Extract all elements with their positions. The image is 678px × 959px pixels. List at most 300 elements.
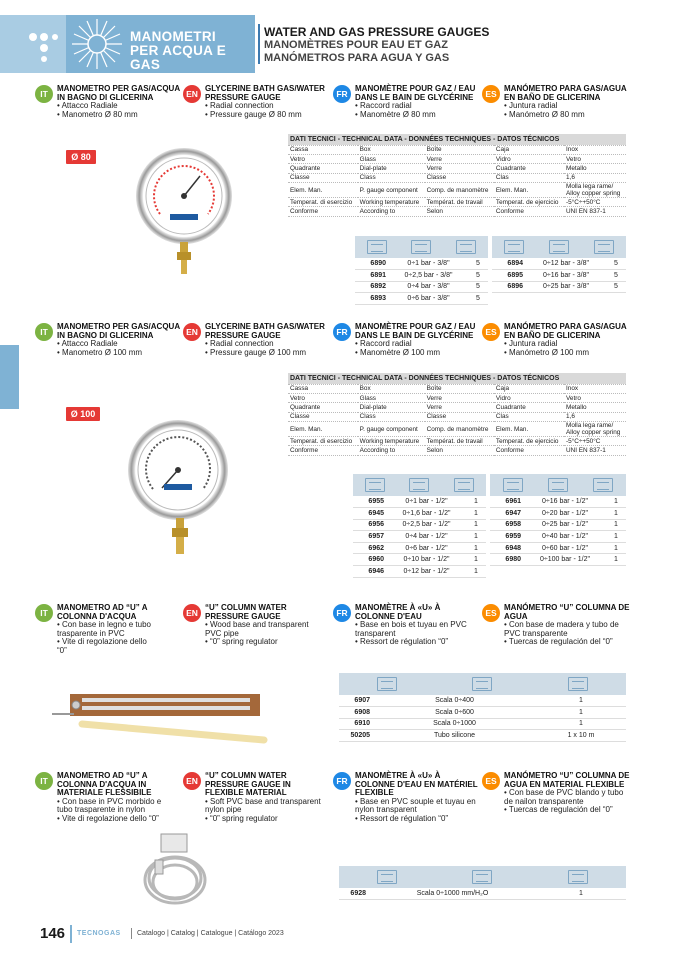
table-row bbox=[355, 281, 488, 293]
s1-tech-table bbox=[288, 134, 626, 217]
s2-fr-l2: • Manomètre Ø 100 mm bbox=[355, 347, 441, 357]
desc-cell: 0÷2,5 bar - 3/8" bbox=[389, 270, 468, 282]
tech-cell: Boîte bbox=[425, 384, 494, 393]
tech-cell: P. gauge component bbox=[358, 422, 425, 437]
size-icon bbox=[409, 478, 429, 492]
s1-it-name: MANOMETRO PER GAS/ACQUA IN BAGNO DI GLICERINA bbox=[57, 84, 180, 102]
code-cell: 6946 bbox=[353, 566, 387, 578]
tech-cell: Vetro bbox=[288, 154, 358, 163]
s1-en-block bbox=[183, 85, 333, 119]
badge-en: EN bbox=[183, 772, 201, 790]
header-title-fr: MANOMÈTRES POUR EAU ET GAZ bbox=[264, 39, 448, 51]
s2-fr-block bbox=[333, 323, 483, 357]
tech-cell: Caja bbox=[494, 384, 564, 393]
s2-fr-l1: • Raccord radial bbox=[355, 339, 412, 349]
code-cell: 6892 bbox=[355, 281, 389, 293]
code-cell: 6908 bbox=[339, 707, 373, 719]
table-row bbox=[490, 531, 626, 543]
tech-cell: Cuadrante bbox=[494, 164, 564, 173]
s3-fr-name: MANOMÈTRE À «U» À COLONNE D'EAU bbox=[355, 603, 441, 621]
code-icon bbox=[503, 478, 523, 492]
s1-es-block bbox=[482, 85, 632, 119]
table-row bbox=[490, 554, 626, 566]
badge-fr: FR bbox=[333, 85, 351, 103]
s3-u-gauge-image bbox=[52, 680, 272, 750]
tech-cell: Inox bbox=[564, 145, 626, 154]
s4-es-block bbox=[482, 772, 632, 815]
size-icon bbox=[549, 240, 569, 254]
s4-en-block bbox=[183, 772, 333, 824]
badge-fr: FR bbox=[333, 604, 351, 622]
code-cell: 6910 bbox=[339, 718, 373, 730]
s1-fr-block bbox=[333, 85, 483, 119]
table-row bbox=[492, 270, 626, 282]
badge-fr: FR bbox=[333, 323, 351, 341]
s4-fr-l1: • Base en PVC souple et tuyau en nylon transparent bbox=[355, 796, 476, 815]
s4-it-l1: • Con base in PVC morbido e tubo trasparente in nylon bbox=[57, 796, 162, 815]
code-icon bbox=[377, 677, 397, 691]
tech-cell: Elem. Man. bbox=[494, 422, 564, 437]
tech-cell: According to bbox=[358, 207, 425, 216]
tech-cell: Vetro bbox=[288, 393, 358, 402]
tech-cell: Inox bbox=[564, 384, 626, 393]
qty-cell: 1 bbox=[606, 554, 626, 566]
side-tab bbox=[0, 345, 19, 409]
code-cell: 6961 bbox=[490, 496, 524, 508]
tech-cell: Comp. de manomètre bbox=[425, 422, 494, 437]
tech-cell: Dial-plate bbox=[358, 403, 425, 412]
tech-cell: Class bbox=[358, 412, 425, 421]
s4-fr-l2: • Ressort de régulation “0” bbox=[355, 813, 449, 823]
desc-cell: 0÷1,6 bar - 1/2" bbox=[387, 508, 466, 520]
code-cell: 6962 bbox=[353, 542, 387, 554]
s4-en-name: “U” COLUMN WATER PRESSURE GAUGE IN FLEXIBLE MATERIAL bbox=[205, 771, 291, 798]
qty-cell: 5 bbox=[606, 270, 626, 282]
table-icon-header bbox=[339, 866, 626, 888]
table-row bbox=[353, 554, 486, 566]
table-row bbox=[490, 508, 626, 520]
qty-cell: 5 bbox=[468, 270, 488, 282]
badge-it: IT bbox=[35, 604, 53, 622]
tech-cell: Classe bbox=[425, 173, 494, 182]
code-cell: 6957 bbox=[353, 531, 387, 543]
table-row bbox=[355, 293, 488, 305]
table-icon-header bbox=[353, 474, 486, 496]
badge-it: IT bbox=[35, 323, 53, 341]
tech-cell: Working temperature bbox=[358, 198, 425, 207]
code-cell: 6960 bbox=[353, 554, 387, 566]
tech-cell: Caja bbox=[494, 145, 564, 154]
tech-cell: Clas bbox=[494, 412, 564, 421]
s3-en-l1: • Wood base and transparent PVC pipe bbox=[205, 620, 309, 638]
code-cell: 6947 bbox=[490, 508, 524, 520]
tech-cell: -5°C÷+50°C bbox=[564, 198, 626, 207]
code-cell: 6895 bbox=[492, 270, 526, 282]
table-row bbox=[492, 258, 626, 270]
code-cell: 6896 bbox=[492, 281, 526, 293]
table-icon-header bbox=[355, 236, 488, 258]
footer-catalog-text: Catalogo | Catalog | Catalogue | Catálogo 2023 bbox=[137, 930, 284, 937]
tech-cell: Vidro bbox=[494, 154, 564, 163]
code-cell: 6958 bbox=[490, 519, 524, 531]
s2-it-l1: • Attacco Radiale bbox=[57, 339, 118, 349]
badge-fr: FR bbox=[333, 772, 351, 790]
desc-cell: 0÷25 bar - 1/2" bbox=[524, 519, 606, 531]
desc-cell: Scala 0÷400 bbox=[373, 695, 536, 707]
header-titles bbox=[264, 26, 489, 65]
s3-it-name: MANOMETRO AD “U” A COLONNA D'ACQUA bbox=[57, 603, 148, 621]
s1-es-l1: • Juntura radial bbox=[504, 101, 558, 111]
s1-gauge-fitting bbox=[176, 242, 192, 274]
tech-header: DATI TECNICI - TECHNICAL DATA - DONNÉES TECHNIQUES - DATOS TÉCNICOS bbox=[288, 373, 626, 384]
desc-cell: 0÷12 bar - 3/8" bbox=[526, 258, 606, 270]
qty-cell: 1 bbox=[466, 554, 486, 566]
code-icon bbox=[365, 478, 385, 492]
table-row bbox=[490, 542, 626, 554]
table-row bbox=[353, 566, 486, 578]
s4-it-name: MANOMETRO AD “U” A COLONNA D'ACQUA IN MATERIALE FLESSIBILE bbox=[57, 771, 152, 798]
desc-cell: 0÷1 bar - 3/8" bbox=[389, 258, 468, 270]
s1-es-l2: • Manómetro Ø 80 mm bbox=[504, 109, 585, 119]
gauge-dial-icon bbox=[128, 420, 228, 520]
s1-fr-l2: • Manomètre Ø 80 mm bbox=[355, 109, 436, 119]
code-cell: 6948 bbox=[490, 542, 524, 554]
s1-diameter-badge: Ø 80 bbox=[66, 150, 96, 164]
table-row bbox=[355, 270, 488, 282]
s3-it-l2: • Vite di regolazione dello “0” bbox=[57, 637, 147, 655]
s1-fr-l1: • Raccord radial bbox=[355, 101, 412, 111]
table-row bbox=[490, 519, 626, 531]
qty-cell: 1 bbox=[536, 695, 626, 707]
desc-cell: 0÷4 bar - 3/8" bbox=[389, 281, 468, 293]
badge-en: EN bbox=[183, 604, 201, 622]
table-row bbox=[339, 730, 626, 742]
s1-en-name: GLYCERINE BATH GAS/WATER PRESSURE GAUGE bbox=[205, 84, 325, 102]
s3-es-l1: • Con base de madera y tubo de PVC transparente bbox=[504, 620, 619, 638]
code-cell: 6959 bbox=[490, 531, 524, 543]
code-icon bbox=[504, 240, 524, 254]
s1-en-l1: • Radial connection bbox=[205, 101, 274, 111]
qty-cell: 1 x 10 m bbox=[536, 730, 626, 742]
s1-fr-name: MANOMÈTRE POUR GAZ / EAU DANS LE BAIN DE GLYCÉRINE bbox=[355, 84, 476, 102]
desc-cell: 0÷2,5 bar - 1/2" bbox=[387, 519, 466, 531]
pack-icon bbox=[594, 240, 614, 254]
s2-es-block bbox=[482, 323, 632, 357]
header-title-it-line1: MANOMETRI bbox=[130, 29, 216, 44]
table-row bbox=[353, 496, 486, 508]
table-row bbox=[339, 695, 626, 707]
table-icon-header bbox=[492, 236, 626, 258]
tech-cell: Vetro bbox=[564, 393, 626, 402]
s2-en-name: GLYCERINE BATH GAS/WATER PRESSURE GAUGE bbox=[205, 322, 325, 340]
tech-cell: Cuadrante bbox=[494, 403, 564, 412]
table-icon-header bbox=[339, 673, 626, 695]
s2-es-l2: • Manómetro Ø 100 mm bbox=[504, 347, 590, 357]
desc-cell: Scala 0÷1000 mm/H₂O bbox=[369, 888, 536, 900]
page-number: 146 bbox=[40, 925, 66, 942]
tech-cell: Elem. Man. bbox=[494, 183, 564, 198]
s3-fr-block bbox=[333, 604, 483, 647]
qty-cell: 1 bbox=[466, 566, 486, 578]
qty-cell: 1 bbox=[606, 519, 626, 531]
desc-cell: 0÷4 bar - 1/2" bbox=[387, 531, 466, 543]
desc-cell: 0÷6 bar - 3/8" bbox=[389, 293, 468, 305]
s4-fr-name: MANOMÈTRE À «U» À COLONNE D'EAU EN MATÉRIEL FLEXIBLE bbox=[355, 771, 478, 798]
tech-cell: Class bbox=[358, 173, 425, 182]
burst-graphic bbox=[68, 17, 126, 71]
code-cell: 6945 bbox=[353, 508, 387, 520]
s3-es-block bbox=[482, 604, 632, 647]
s2-diameter-badge: Ø 100 bbox=[66, 407, 100, 421]
tech-cell: Quadrante bbox=[288, 164, 358, 173]
desc-cell: Tubo silicone bbox=[373, 730, 536, 742]
desc-cell: 0÷60 bar - 1/2" bbox=[524, 542, 606, 554]
s2-gauge-fitting bbox=[171, 518, 189, 554]
tech-cell: Clas bbox=[494, 173, 564, 182]
badge-en: EN bbox=[183, 85, 201, 103]
tech-cell: -5°C÷+50°C bbox=[564, 437, 626, 446]
badge-it: IT bbox=[35, 85, 53, 103]
table-row bbox=[353, 508, 486, 520]
tech-cell: Conforme bbox=[494, 207, 564, 216]
s1-en-l2: • Pressure gauge Ø 80 mm bbox=[205, 109, 302, 119]
size-icon bbox=[472, 870, 492, 884]
qty-cell: 1 bbox=[606, 496, 626, 508]
qty-cell: 1 bbox=[466, 496, 486, 508]
code-cell: 6956 bbox=[353, 519, 387, 531]
tech-cell: Comp. de manomètre bbox=[425, 183, 494, 198]
tech-cell: Verre bbox=[425, 154, 494, 163]
s1-it-l1: • Attacco Radiale bbox=[57, 101, 118, 111]
table-row bbox=[355, 258, 488, 270]
tech-cell: Metallo bbox=[564, 164, 626, 173]
header-title-it-line2: PER ACQUA E GAS bbox=[130, 43, 227, 72]
tech-cell: 1,6 bbox=[564, 173, 626, 182]
s4-it-block bbox=[35, 772, 185, 824]
table-row bbox=[353, 542, 486, 554]
s3-it-l1: • Con base in legno e tubo trasparente in PVC bbox=[57, 620, 151, 638]
qty-cell: 1 bbox=[606, 531, 626, 543]
s2-it-name: MANOMETRO PER GAS/ACQUA IN BAGNO DI GLICERINA bbox=[57, 322, 180, 340]
qty-cell: 1 bbox=[466, 519, 486, 531]
qty-cell: 5 bbox=[606, 281, 626, 293]
desc-cell: 0÷16 bar - 1/2" bbox=[524, 496, 606, 508]
header-title-es: MANÓMETROS PARA AGUA Y GAS bbox=[264, 52, 450, 64]
s2-es-name: MANÓMETRO PARA GAS/AGUA EN BAÑO DE GLICERINA bbox=[504, 322, 627, 340]
s2-it-l2: • Manometro Ø 100 mm bbox=[57, 347, 143, 357]
tech-cell: Classe bbox=[288, 173, 358, 182]
s4-it-l2: • Vite di regolazione dello “0” bbox=[57, 813, 159, 823]
tech-cell: Elem. Man. bbox=[288, 183, 358, 198]
tech-cell: Selon bbox=[425, 207, 494, 216]
table-row bbox=[353, 531, 486, 543]
tech-cell: Conforme bbox=[494, 446, 564, 455]
tech-cell: UNI EN 837-1 bbox=[564, 446, 626, 455]
desc-cell: 0÷20 bar - 1/2" bbox=[524, 508, 606, 520]
s3-table bbox=[339, 673, 626, 742]
tech-cell: Classe bbox=[288, 412, 358, 421]
code-cell: 6955 bbox=[353, 496, 387, 508]
tech-cell: Verre bbox=[425, 164, 494, 173]
s4-fr-block bbox=[333, 772, 483, 824]
s3-fr-l2: • Ressort de régulation “0” bbox=[355, 637, 449, 647]
qty-cell: 1 bbox=[606, 508, 626, 520]
qty-cell: 1 bbox=[466, 542, 486, 554]
tech-cell: Conforme bbox=[288, 446, 358, 455]
tech-cell: Cassa bbox=[288, 145, 358, 154]
pack-icon bbox=[568, 870, 588, 884]
qty-cell: 1 bbox=[536, 707, 626, 719]
tech-cell: 1,6 bbox=[564, 412, 626, 421]
brand-logo-icon bbox=[0, 15, 66, 73]
brand-logo-block bbox=[0, 15, 66, 73]
s4-es-l1: • Con base de PVC blando y tubo de nailon transparente bbox=[504, 788, 624, 806]
s2-it-block bbox=[35, 323, 185, 357]
tech-cell: Températ. de travail bbox=[425, 198, 494, 207]
badge-it: IT bbox=[35, 772, 53, 790]
size-icon bbox=[472, 677, 492, 691]
s2-en-l1: • Radial connection bbox=[205, 339, 274, 349]
qty-cell: 1 bbox=[536, 718, 626, 730]
qty-cell: 1 bbox=[466, 531, 486, 543]
table-row bbox=[490, 496, 626, 508]
desc-cell: 0÷40 bar - 1/2" bbox=[524, 531, 606, 543]
table-row bbox=[353, 519, 486, 531]
s2-en-l2: • Pressure gauge Ø 100 mm bbox=[205, 347, 307, 357]
header-divider bbox=[258, 24, 260, 64]
tech-cell: Metallo bbox=[564, 403, 626, 412]
code-cell: 6980 bbox=[490, 554, 524, 566]
s4-en-l1: • Soft PVC base and transparent nylon pipe bbox=[205, 796, 321, 815]
code-icon bbox=[367, 240, 387, 254]
s3-en-name: “U” COLUMN WATER PRESSURE GAUGE bbox=[205, 603, 287, 621]
desc-cell: 0÷16 bar - 3/8" bbox=[526, 270, 606, 282]
tech-cell: Glass bbox=[358, 154, 425, 163]
tech-cell: According to bbox=[358, 446, 425, 455]
desc-cell: Scala 0÷1000 bbox=[373, 718, 536, 730]
s1-table-right bbox=[492, 236, 626, 293]
tech-header: DATI TECNICI - TECHNICAL DATA - DONNÉES TECHNIQUES - DATOS TÉCNICOS bbox=[288, 134, 626, 145]
s4-en-l2: • “0” spring regulator bbox=[205, 813, 278, 823]
pack-icon bbox=[456, 240, 476, 254]
badge-es: ES bbox=[482, 85, 500, 103]
size-icon bbox=[411, 240, 431, 254]
table-row bbox=[492, 281, 626, 293]
tech-cell: Boîte bbox=[425, 145, 494, 154]
tech-cell: Temperat. de ejercicio bbox=[494, 437, 564, 446]
header-title-en: WATER AND GAS PRESSURE GAUGES bbox=[264, 25, 490, 39]
desc-cell: 0÷12 bar - 1/2" bbox=[387, 566, 466, 578]
s2-gauge-image bbox=[128, 420, 228, 520]
s2-tech-table bbox=[288, 373, 626, 456]
tech-cell: Temperat. di esercizio bbox=[288, 437, 358, 446]
tech-cell: Conforme bbox=[288, 207, 358, 216]
tech-cell: Verre bbox=[425, 403, 494, 412]
badge-en: EN bbox=[183, 323, 201, 341]
code-cell: 6907 bbox=[339, 695, 373, 707]
tech-cell: Elem. Man. bbox=[288, 422, 358, 437]
s1-table-left bbox=[355, 236, 488, 305]
s3-fr-l1: • Base en bois et tuyau en PVC transparent bbox=[355, 620, 467, 638]
table-row bbox=[339, 718, 626, 730]
s4-flexible-gauge-image bbox=[135, 830, 215, 910]
s4-es-name: MANÓMETRO “U” COLUMNA DE AGUA EN MATERIAL FLEXIBLE bbox=[504, 771, 630, 789]
table-icon-header bbox=[490, 474, 626, 496]
header-title-it bbox=[130, 30, 255, 72]
s1-es-name: MANÓMETRO PARA GAS/AGUA EN BAÑO DE GLICERINA bbox=[504, 84, 627, 102]
tech-cell: Box bbox=[358, 384, 425, 393]
s4-table bbox=[339, 866, 626, 900]
size-icon bbox=[548, 478, 568, 492]
code-cell: 6893 bbox=[355, 293, 389, 305]
tech-cell: Cassa bbox=[288, 384, 358, 393]
desc-cell: Scala 0÷600 bbox=[373, 707, 536, 719]
s2-fr-name: MANOMÈTRE POUR GAZ / EAU DANS LE BAIN DE GLYCÉRINE bbox=[355, 322, 476, 340]
tech-cell: Classe bbox=[425, 412, 494, 421]
code-cell: 6890 bbox=[355, 258, 389, 270]
tech-cell: Quadrante bbox=[288, 403, 358, 412]
tech-cell: Molla lega rame/ Alloy copper spring bbox=[564, 422, 626, 437]
tech-cell: Dial-plate bbox=[358, 164, 425, 173]
s1-it-l2: • Manometro Ø 80 mm bbox=[57, 109, 138, 119]
tech-cell: Glass bbox=[358, 393, 425, 402]
tech-cell: P. gauge component bbox=[358, 183, 425, 198]
tech-cell: Selon bbox=[425, 446, 494, 455]
s3-en-l2: • “0” spring regulator bbox=[205, 637, 278, 647]
qty-cell: 5 bbox=[606, 258, 626, 270]
s3-es-l2: • Tuercas de regulación del “0” bbox=[504, 637, 613, 647]
desc-cell: 0÷1 bar - 1/2" bbox=[387, 496, 466, 508]
desc-cell: 0÷100 bar - 1/2" bbox=[524, 554, 606, 566]
qty-cell: 1 bbox=[466, 508, 486, 520]
tech-cell: UNI EN 837-1 bbox=[564, 207, 626, 216]
desc-cell: 0÷6 bar - 1/2" bbox=[387, 542, 466, 554]
s2-es-l1: • Juntura radial bbox=[504, 339, 558, 349]
footer-brand: TECNOGAS bbox=[77, 930, 121, 937]
badge-es: ES bbox=[482, 323, 500, 341]
code-cell: 6891 bbox=[355, 270, 389, 282]
tech-cell: Températ. de travail bbox=[425, 437, 494, 446]
pack-icon bbox=[454, 478, 474, 492]
s2-table-right bbox=[490, 474, 626, 566]
s1-gauge-image bbox=[136, 148, 232, 244]
pack-icon bbox=[593, 478, 613, 492]
qty-cell: 5 bbox=[468, 293, 488, 305]
desc-cell: 0÷10 bar - 1/2" bbox=[387, 554, 466, 566]
tech-cell: Temperat. de ejercicio bbox=[494, 198, 564, 207]
code-cell: 6928 bbox=[339, 888, 369, 900]
tech-cell: Verre bbox=[425, 393, 494, 402]
table-row bbox=[339, 888, 626, 900]
code-cell: 6894 bbox=[492, 258, 526, 270]
code-icon bbox=[377, 870, 397, 884]
footer-divider bbox=[70, 925, 72, 943]
qty-cell: 5 bbox=[468, 258, 488, 270]
tech-cell: Vidro bbox=[494, 393, 564, 402]
qty-cell: 1 bbox=[536, 888, 626, 900]
gauge-dial-icon bbox=[136, 148, 232, 244]
code-cell: 50205 bbox=[339, 730, 373, 742]
tech-cell: Vetro bbox=[564, 154, 626, 163]
badge-es: ES bbox=[482, 772, 500, 790]
s3-es-name: MANÓMETRO “U” COLUMNA DE AGUA bbox=[504, 603, 630, 621]
s3-en-block bbox=[183, 604, 333, 647]
tech-cell: Working temperature bbox=[358, 437, 425, 446]
tech-cell: Box bbox=[358, 145, 425, 154]
s1-it-block bbox=[35, 85, 185, 119]
tech-cell: Temperat. di esercizio bbox=[288, 198, 358, 207]
s2-table-left bbox=[353, 474, 486, 578]
